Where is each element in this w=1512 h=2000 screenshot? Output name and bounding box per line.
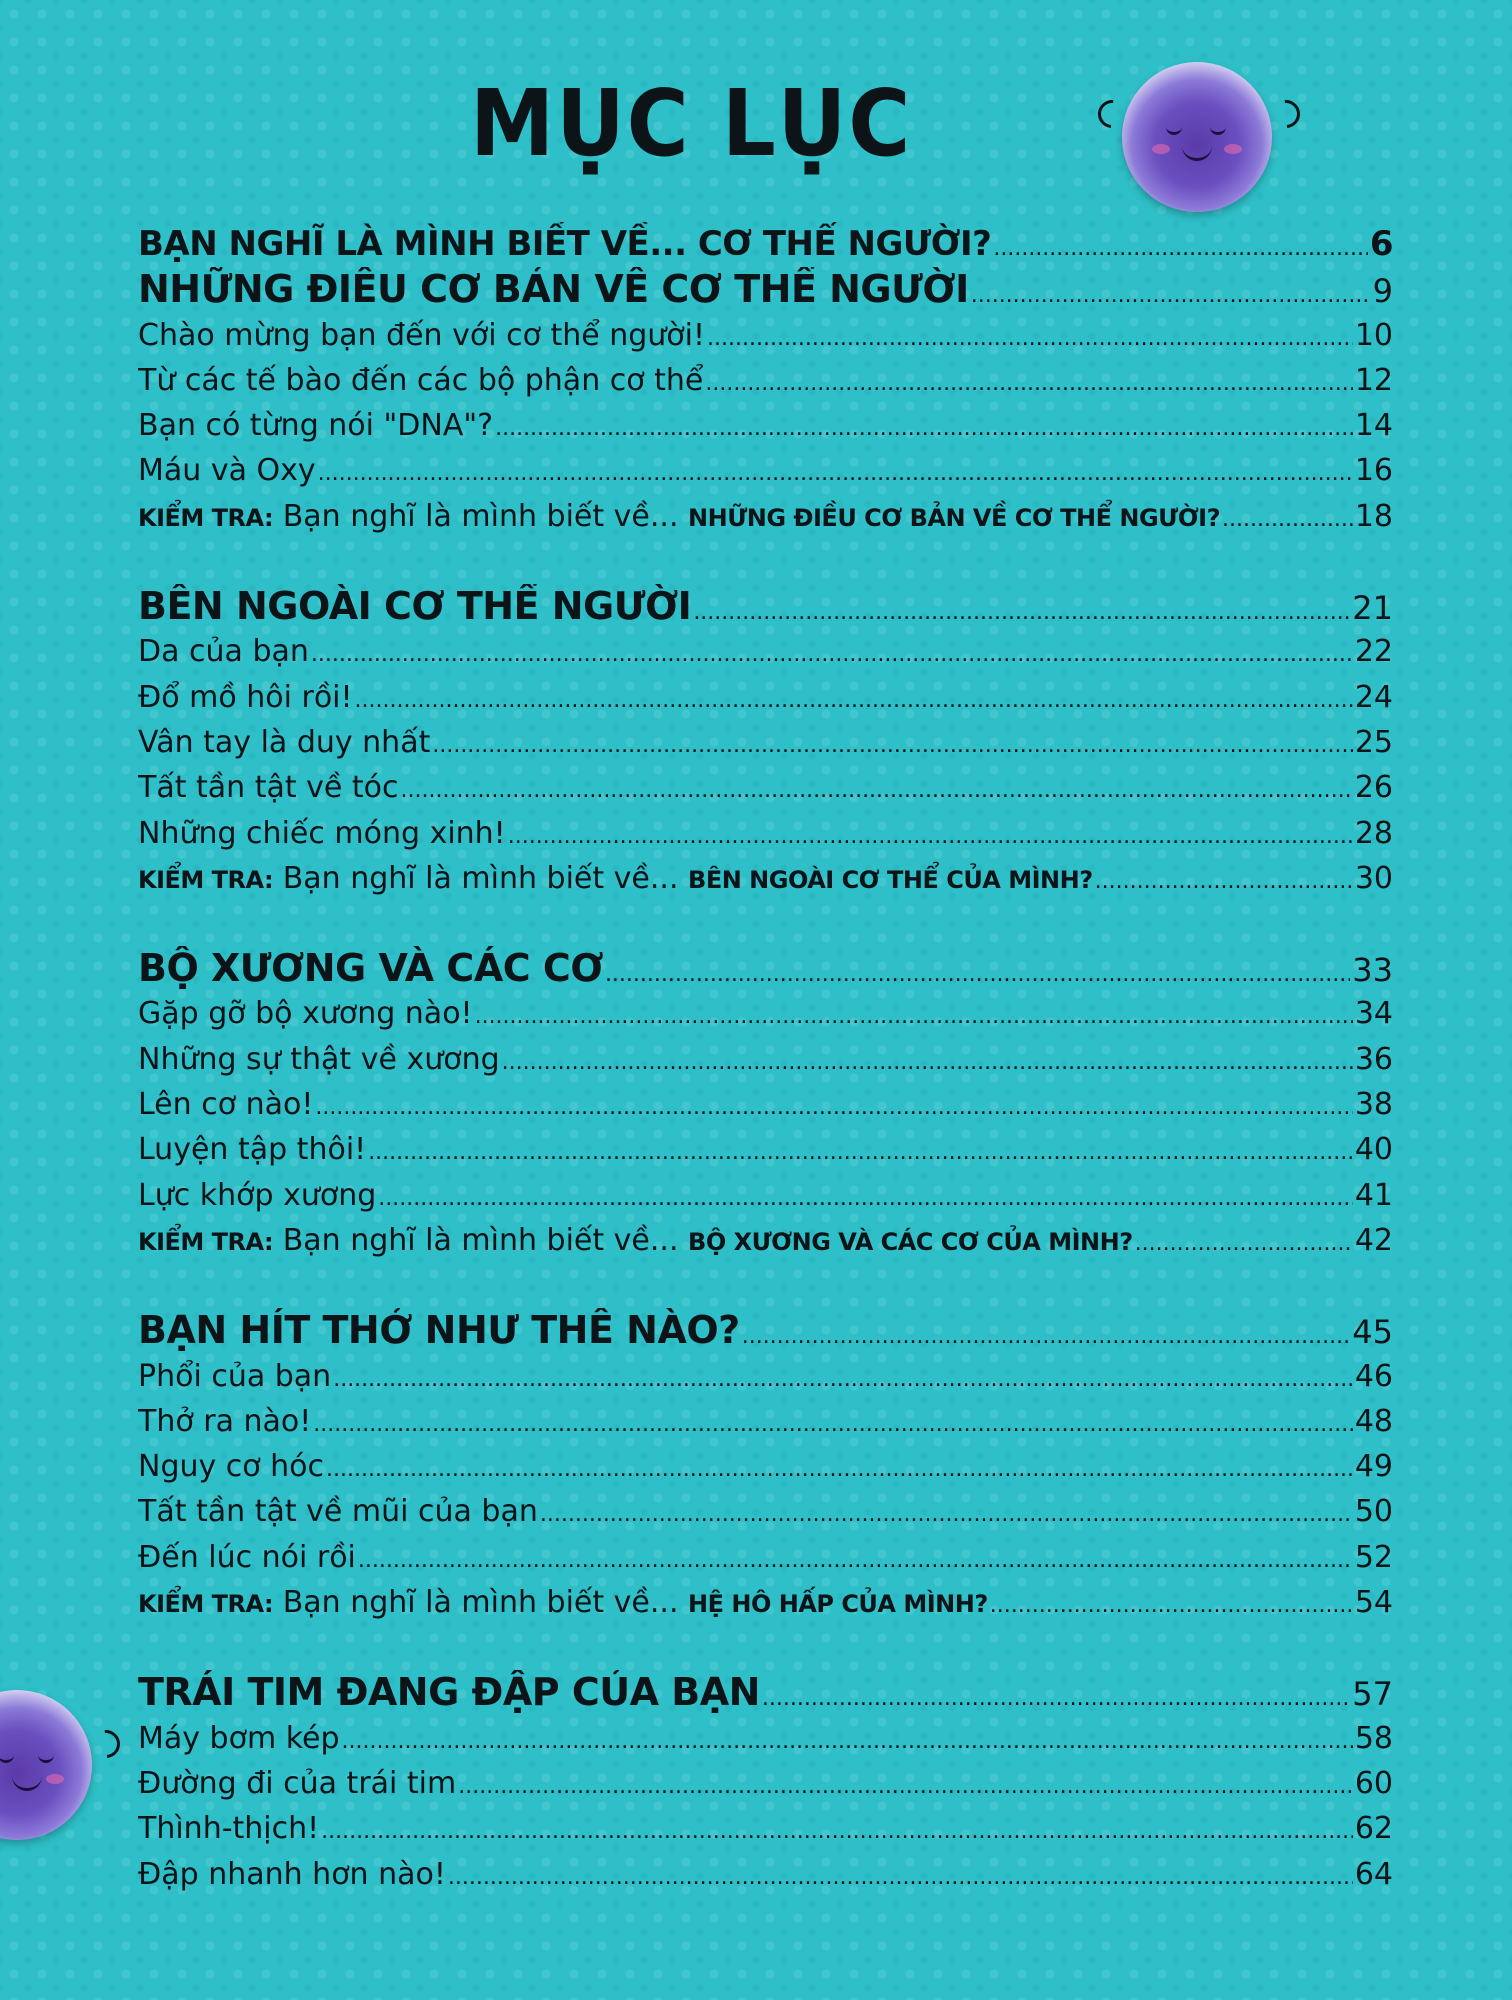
quiz-tag: KIỂM TRA: <box>138 503 274 532</box>
toc-label: Nguy cơ hóc <box>138 1449 325 1485</box>
toc-leader <box>605 952 1350 991</box>
toc-item[interactable] <box>138 720 1393 765</box>
quiz-topic: HỆ HÔ HẤP CỦA MÌNH? <box>688 1590 988 1619</box>
toc-section-heading[interactable] <box>138 584 1393 629</box>
toc-quiz[interactable] <box>138 494 1393 539</box>
toc-item[interactable] <box>138 991 1393 1036</box>
toc-leader <box>401 768 1353 810</box>
toc-page: 18 <box>1354 498 1393 534</box>
toc-item[interactable] <box>138 629 1393 674</box>
toc-page: 42 <box>1354 1222 1393 1258</box>
toc-quiz-label <box>138 494 1220 539</box>
toc-leader <box>508 814 1353 856</box>
toc-item[interactable] <box>138 1354 1393 1399</box>
toc-page: 50 <box>1354 1494 1393 1530</box>
toc-label: Lên cơ nào! <box>138 1087 314 1123</box>
toc-item[interactable] <box>138 1535 1393 1580</box>
toc-item[interactable] <box>138 1489 1393 1534</box>
toc-label: Vân tay là duy nhất <box>138 724 431 760</box>
toc-label: Bạn có từng nói "DNA"? <box>138 408 494 444</box>
toc-page: 22 <box>1354 634 1393 670</box>
toc-leader <box>315 1085 1352 1127</box>
toc-label: NHỮNG ĐIỀU CƠ BẢN VỀ CƠ THỂ NGƯỜI <box>138 267 969 312</box>
toc-page: 41 <box>1354 1177 1393 1213</box>
toc-item[interactable] <box>138 1444 1393 1489</box>
toc-page: 25 <box>1354 724 1393 760</box>
toc-leader <box>705 361 1352 403</box>
toc-item[interactable] <box>138 1082 1393 1127</box>
toc-item[interactable] <box>138 403 1393 448</box>
toc-label: Đổ mồ hôi rồi! <box>138 679 353 715</box>
toc-label: Chào mừng bạn đến với cơ thể người! <box>138 317 706 353</box>
toc-page: 57 <box>1352 1675 1393 1714</box>
toc-leader <box>1222 497 1353 539</box>
toc-item[interactable] <box>138 313 1393 358</box>
toc-page: 10 <box>1354 317 1393 353</box>
toc-page: 38 <box>1354 1087 1393 1123</box>
toc-page: 26 <box>1354 770 1393 806</box>
toc-page: 33 <box>1352 951 1393 990</box>
toc-page: 36 <box>1354 1041 1393 1077</box>
toc-section-heading[interactable] <box>138 946 1393 991</box>
toc-label: Từ các tế bào đến các bộ phận cơ thể <box>138 362 704 398</box>
toc-item[interactable] <box>138 765 1393 810</box>
toc-label: Luyện tập thôi! <box>138 1132 367 1168</box>
toc-item[interactable] <box>138 1173 1393 1218</box>
quiz-topic: BỘ XƯƠNG VÀ CÁC CƠ CỦA MÌNH? <box>688 1227 1133 1256</box>
toc-page: 40 <box>1354 1132 1393 1168</box>
toc-item[interactable] <box>138 811 1393 856</box>
toc-leader <box>355 678 1353 720</box>
toc-leader <box>448 1855 1353 1897</box>
quiz-tag: KIỂM TRA: <box>138 865 274 894</box>
toc-quiz[interactable] <box>138 1580 1393 1625</box>
toc-leader <box>1135 1221 1353 1263</box>
toc-leader <box>458 1764 1353 1806</box>
quiz-text: Bạn nghĩ là mình biết về... <box>282 860 679 896</box>
toc-page: 16 <box>1354 453 1393 489</box>
toc-page: 62 <box>1354 1811 1393 1847</box>
toc-page: 58 <box>1354 1720 1393 1756</box>
quiz-tag: KIỂM TRA: <box>138 1590 274 1619</box>
quiz-topic: BÊN NGOÀI CƠ THỂ CỦA MÌNH? <box>688 865 1093 894</box>
toc-leader <box>326 1447 1353 1489</box>
toc-label: TRÁI TIM ĐANG ĐẬP CỦA BẠN <box>138 1670 760 1715</box>
meditating-cell-icon <box>1122 62 1272 212</box>
toc-leader <box>1095 859 1353 901</box>
toc-leader <box>432 723 1352 765</box>
toc-item[interactable] <box>138 1127 1393 1172</box>
toc-leader <box>993 226 1367 267</box>
toc-leader <box>742 1314 1351 1353</box>
toc-label: Lực khớp xương <box>138 1177 377 1213</box>
toc-label: Đường đi của trái tim <box>138 1765 457 1801</box>
toc-page: 48 <box>1354 1403 1393 1439</box>
toc-leader <box>971 273 1371 312</box>
toc-label: BẠN NGHĨ LÀ MÌNH BIẾT VỀ... CƠ THỂ NGƯỜI? <box>138 224 992 264</box>
toc-page: 14 <box>1354 408 1393 444</box>
toc-item[interactable] <box>138 1852 1393 1897</box>
toc-page: 54 <box>1354 1585 1393 1621</box>
toc-item[interactable] <box>138 1037 1393 1082</box>
toc-leader <box>495 406 1353 448</box>
toc-leader <box>342 1719 1353 1761</box>
toc-page: 45 <box>1352 1313 1393 1352</box>
toc-page: 49 <box>1354 1449 1393 1485</box>
toc-leader <box>990 1583 1353 1625</box>
toc-leader <box>540 1492 1353 1534</box>
toc-label: Đập nhanh hơn nào! <box>138 1856 446 1892</box>
toc-label: BỘ XƯƠNG VÀ CÁC CƠ <box>138 946 603 991</box>
toc-quiz[interactable] <box>138 1218 1393 1263</box>
toc-item[interactable] <box>138 448 1393 493</box>
quiz-tag: KIỂM TRA: <box>138 1227 274 1256</box>
toc-leader <box>318 451 1353 493</box>
cell-arm-icon <box>86 1724 125 1763</box>
toc-page: 60 <box>1354 1765 1393 1801</box>
table-of-contents <box>138 222 1393 1897</box>
toc-label: BÊN NGOÀI CƠ THỂ NGƯỜI <box>138 584 692 629</box>
cell-arm-icon <box>1266 94 1305 133</box>
quiz-topic: NHỮNG ĐIỀU CƠ BẢN VỀ CƠ THỂ NGƯỜI? <box>688 503 1221 532</box>
toc-leader <box>707 316 1353 358</box>
toc-leader <box>502 1040 1353 1082</box>
toc-label: Tất tần tật về tóc <box>138 770 399 806</box>
toc-quiz-label <box>138 1218 1133 1263</box>
toc-label: Thình-thịch! <box>138 1811 320 1847</box>
toc-quiz-label <box>138 856 1093 901</box>
toc-leader <box>378 1176 1353 1218</box>
toc-leader <box>333 1357 1353 1399</box>
toc-label: Đến lúc nói rồi <box>138 1539 356 1575</box>
toc-section-heading[interactable] <box>138 1308 1393 1353</box>
toc-page: 46 <box>1354 1358 1393 1394</box>
toc-leader <box>475 994 1353 1036</box>
toc-section-heading[interactable] <box>138 1670 1393 1715</box>
toc-leader <box>693 590 1350 629</box>
page-title: MỤC LỤC <box>470 70 913 177</box>
toc-label: Da của bạn <box>138 634 309 670</box>
toc-page: 52 <box>1354 1539 1393 1575</box>
toc-page: 6 <box>1369 224 1393 264</box>
toc-leader <box>311 632 1353 674</box>
toc-item[interactable] <box>138 358 1393 403</box>
toc-item[interactable] <box>138 1716 1393 1761</box>
toc-label: BẠN HÍT THỞ NHƯ THẾ NÀO? <box>138 1308 740 1353</box>
toc-page: 34 <box>1354 996 1393 1032</box>
toc-page: 9 <box>1372 272 1393 311</box>
toc-page: 24 <box>1354 679 1393 715</box>
toc-label: Máu và Oxy <box>138 453 316 489</box>
toc-label: Những chiếc móng xinh! <box>138 815 506 851</box>
toc-label: Gặp gỡ bộ xương nào! <box>138 996 473 1032</box>
toc-page: 28 <box>1354 815 1393 851</box>
toc-page: 30 <box>1354 860 1393 896</box>
toc-label: Máy bơm kép <box>138 1720 340 1756</box>
toc-item[interactable] <box>138 1806 1393 1851</box>
meditating-cell-icon <box>0 1690 92 1840</box>
toc-label: Phổi của bạn <box>138 1358 332 1394</box>
toc-leader <box>762 1676 1350 1715</box>
toc-item[interactable] <box>138 1399 1393 1444</box>
toc-section-heading[interactable] <box>138 267 1393 312</box>
toc-page: 21 <box>1352 589 1393 628</box>
toc-leader <box>321 1809 1353 1851</box>
toc-leader <box>358 1538 1353 1580</box>
toc-label: Những sự thật về xương <box>138 1041 500 1077</box>
toc-item[interactable] <box>138 675 1393 720</box>
toc-intro[interactable] <box>138 222 1393 267</box>
toc-label: Tất tần tật về mũi của bạn <box>138 1494 538 1530</box>
quiz-text: Bạn nghĩ là mình biết về... <box>282 1222 679 1258</box>
quiz-text: Bạn nghĩ là mình biết về... <box>282 498 679 534</box>
toc-page: 64 <box>1354 1856 1393 1892</box>
quiz-text: Bạn nghĩ là mình biết về... <box>282 1585 679 1621</box>
toc-leader <box>313 1402 1353 1444</box>
toc-label: Thở ra nào! <box>138 1403 312 1439</box>
toc-quiz[interactable] <box>138 856 1393 901</box>
toc-item[interactable] <box>138 1761 1393 1806</box>
toc-page: 12 <box>1354 362 1393 398</box>
toc-quiz-label <box>138 1580 988 1625</box>
toc-leader <box>368 1130 1353 1172</box>
